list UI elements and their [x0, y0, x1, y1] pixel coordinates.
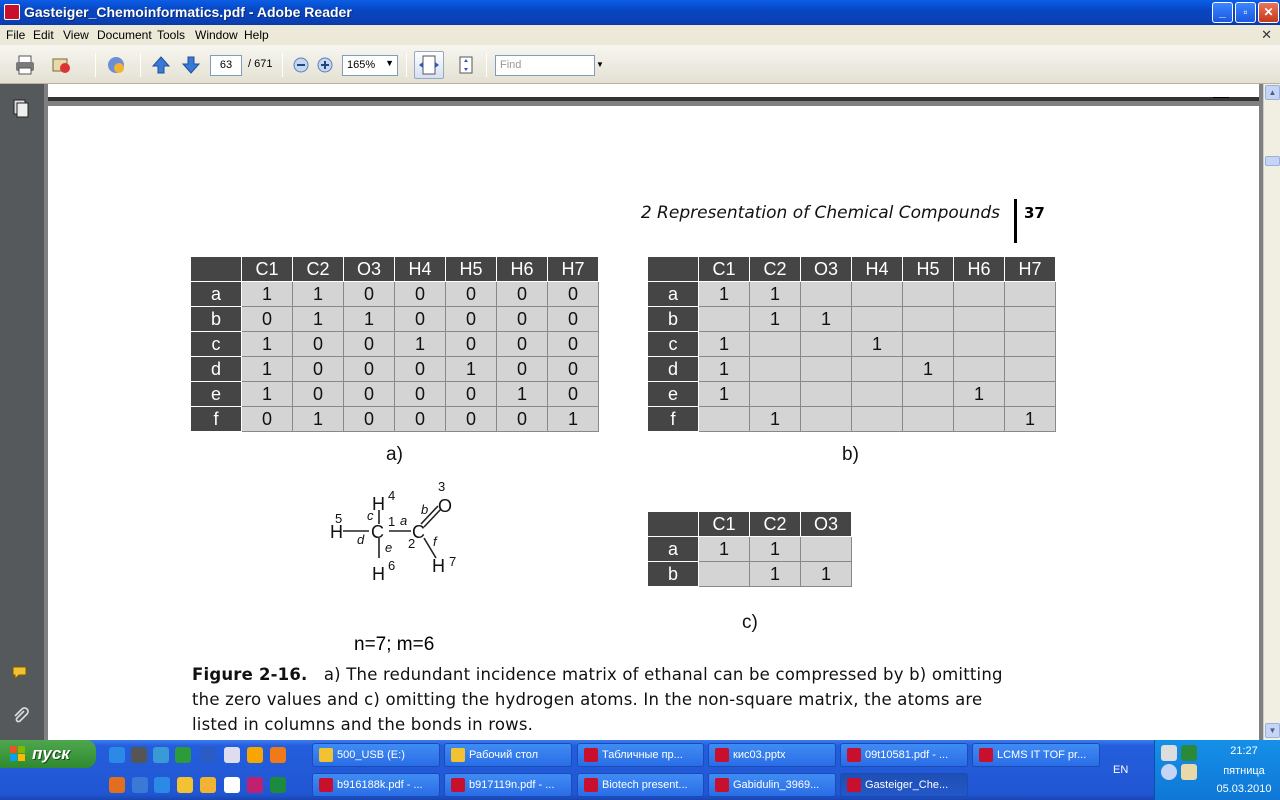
taskbar: [0, 740, 1280, 800]
scroll-thumb[interactable]: [1265, 156, 1280, 166]
matrix-cell: 1: [699, 537, 750, 562]
quicklaunch-icon[interactable]: [153, 747, 169, 763]
matrix-cell: 1: [242, 282, 293, 307]
taskbar-button[interactable]: [972, 743, 1100, 767]
matrix-cell: 0: [395, 407, 446, 432]
start-button[interactable]: [0, 740, 96, 768]
column-header: C1: [699, 257, 750, 282]
show-desktop-icon[interactable]: [131, 747, 147, 763]
matrix-cell: [903, 382, 954, 407]
matrix-cell: 1: [954, 382, 1005, 407]
label-4: 4: [388, 488, 396, 503]
row-header: e: [191, 382, 242, 407]
matrix-cell: 0: [242, 307, 293, 332]
row-header: c: [648, 332, 699, 357]
column-header: O3: [344, 257, 395, 282]
atom-c2: C: [412, 522, 425, 542]
column-header: H7: [1005, 257, 1056, 282]
minimize-button[interactable]: _: [1212, 2, 1233, 23]
maximize-button[interactable]: ▫: [1235, 2, 1256, 23]
matrix-cell: 1: [548, 407, 599, 432]
matrix-cell: [954, 332, 1005, 357]
pdf-page: [48, 106, 1259, 746]
matrix-cell: 0: [344, 382, 395, 407]
bond-b: b: [421, 502, 429, 517]
column-header: H7: [548, 257, 599, 282]
taskbar-button[interactable]: [708, 773, 836, 797]
bond-d: d: [357, 532, 365, 547]
matrix-cell: [801, 382, 852, 407]
matrix-cell: 1: [750, 562, 801, 587]
collaborate-icon[interactable]: [105, 54, 127, 76]
previous-page-edge: [48, 84, 1259, 101]
matrix-c: [647, 511, 852, 587]
taskbar-button[interactable]: [577, 773, 704, 797]
matrix-cell: [801, 282, 852, 307]
matrix-cell: [699, 562, 750, 587]
row-header: f: [648, 407, 699, 432]
quicklaunch-icon[interactable]: [224, 747, 240, 763]
column-header: C1: [242, 257, 293, 282]
matrix-corner: [648, 257, 699, 282]
bond-f: f: [433, 534, 437, 549]
matrix-cell: [801, 537, 852, 562]
atom-o3: O: [438, 496, 453, 516]
close-document-icon[interactable]: ✕: [1261, 27, 1272, 42]
ethanal-structure: [330, 479, 482, 602]
matrix-cell: 0: [293, 382, 344, 407]
matrix-cell: 0: [497, 332, 548, 357]
matrix-cell: [852, 357, 903, 382]
document-area[interactable]: [44, 84, 1263, 740]
matrix-cell: [1005, 307, 1056, 332]
matrix-cell: [954, 407, 1005, 432]
matrix-cell: 0: [395, 307, 446, 332]
scroll-down-button[interactable]: ▼: [1265, 723, 1280, 738]
adobe-reader-icon: [4, 4, 20, 20]
taskbar-button[interactable]: [840, 773, 968, 797]
matrix-row: [191, 357, 599, 382]
row-header: a: [648, 537, 699, 562]
media-icon[interactable]: [247, 747, 263, 763]
taskbar-button[interactable]: [577, 743, 704, 767]
quicklaunch-icon[interactable]: [175, 747, 191, 763]
menu-file[interactable]: File: [6, 28, 26, 42]
menu-view[interactable]: View: [63, 28, 89, 42]
matrix-cell: 1: [801, 562, 852, 587]
taskbar-button-label: b916188k.pdf - ...: [337, 779, 423, 791]
app-icon: [319, 778, 333, 792]
language-indicator[interactable]: EN: [1113, 764, 1129, 776]
matrix-cell: 1: [293, 307, 344, 332]
matrix-row: [648, 357, 1056, 382]
matrix-cell: 1: [699, 282, 750, 307]
matrix-cell: [1005, 382, 1056, 407]
matrix-row: [648, 307, 1056, 332]
matrix-cell: 0: [293, 357, 344, 382]
taskbar-button-label: Gabidulin_3969...: [733, 779, 820, 791]
find-input[interactable]: [495, 55, 595, 76]
matrix-row: [191, 332, 599, 357]
atom-h4: H: [372, 494, 385, 514]
column-header: H6: [497, 257, 548, 282]
menu-help[interactable]: Help: [244, 28, 269, 42]
window-title: Gasteiger_Chemoinformatics.pdf - Adobe Reader: [24, 4, 352, 20]
matrix-cell: 0: [344, 407, 395, 432]
pages-icon[interactable]: [11, 98, 31, 118]
matrix-corner: [191, 257, 242, 282]
column-header: O3: [801, 257, 852, 282]
comments-icon[interactable]: [11, 664, 31, 684]
menu-edit[interactable]: Edit: [33, 28, 54, 42]
scroll-up-button[interactable]: ▲: [1265, 85, 1280, 100]
taskbar-button-label: Рабочий стол: [469, 749, 539, 761]
app-icon: [979, 748, 993, 762]
app-icon: [715, 748, 729, 762]
taskbar-button[interactable]: [444, 743, 572, 767]
matrix-cell: [699, 307, 750, 332]
row-header: a: [191, 282, 242, 307]
close-button[interactable]: ✕: [1258, 2, 1279, 23]
matrix-cell: [903, 332, 954, 357]
taskbar-button-label: Gasteiger_Che...: [865, 779, 949, 791]
matrix-cell: 0: [293, 332, 344, 357]
matrix-a: [190, 256, 599, 432]
matrix-cell: 1: [903, 357, 954, 382]
matrix-cell: 1: [293, 407, 344, 432]
taskbar-button[interactable]: [840, 743, 968, 767]
taskbar-button[interactable]: [312, 773, 440, 797]
chevron-down-icon: ▼: [385, 58, 394, 68]
quicklaunch-icon[interactable]: [270, 747, 286, 763]
matrix-cell: 1: [497, 382, 548, 407]
menu-document[interactable]: Document: [97, 28, 152, 42]
matrix-row: [191, 282, 599, 307]
ie-icon[interactable]: [109, 747, 125, 763]
matrix-cell: 1: [699, 382, 750, 407]
matrix-corner: [648, 512, 699, 537]
excel-icon[interactable]: [270, 777, 286, 793]
taskbar-button[interactable]: [444, 773, 572, 797]
matrix-cell: 0: [548, 357, 599, 382]
matrix-cell: [852, 382, 903, 407]
matrix-cell: 0: [344, 282, 395, 307]
matrix-row: [648, 537, 852, 562]
zoom-in-icon[interactable]: [314, 54, 336, 76]
row-header: f: [191, 407, 242, 432]
matrix-cell: [1005, 332, 1056, 357]
column-header: C2: [750, 512, 801, 537]
matrix-cell: 1: [242, 357, 293, 382]
matrix-cell: 1: [344, 307, 395, 332]
vertical-scrollbar[interactable]: [1263, 84, 1280, 740]
matrix-b: [647, 256, 1056, 432]
app-icon: [319, 748, 333, 762]
matrix-cell: 0: [395, 282, 446, 307]
app-icon: [451, 748, 465, 762]
matrix-cell: 0: [446, 307, 497, 332]
matrix-row: [191, 407, 599, 432]
app-icon: [584, 748, 598, 762]
app-icon: [451, 778, 465, 792]
fit-page-icon[interactable]: [455, 54, 477, 76]
matrix-cell: [801, 357, 852, 382]
figure-caption: [192, 662, 1012, 737]
attachments-icon[interactable]: [11, 706, 31, 726]
label-5: 5: [335, 511, 343, 526]
matrix-cell: [903, 307, 954, 332]
column-header: H4: [395, 257, 446, 282]
taskbar-button-label: LCMS IT TOF pr...: [997, 749, 1087, 761]
find-placeholder: Find: [500, 59, 522, 71]
zoom-value: 165%: [347, 59, 376, 71]
folder-icon[interactable]: [177, 777, 193, 793]
page-number-input[interactable]: 63: [210, 55, 242, 76]
row-header: b: [191, 307, 242, 332]
matrix-cell: 0: [446, 407, 497, 432]
taskbar-button-label: Biotech present...: [602, 779, 688, 791]
tray-icon[interactable]: [1181, 745, 1197, 761]
column-header: O3: [801, 512, 852, 537]
fit-width-button[interactable]: [414, 51, 444, 79]
figure-label: Figure 2-16.: [192, 665, 308, 684]
matrix-row: [648, 562, 852, 587]
row-header: e: [648, 382, 699, 407]
atom-c1: C: [371, 522, 384, 542]
quicklaunch-icon[interactable]: [132, 777, 148, 793]
matrix-cell: 0: [344, 332, 395, 357]
matrix-cell: [954, 357, 1005, 382]
header-rule: [1014, 199, 1017, 243]
matrix-cell: 0: [344, 357, 395, 382]
matrix-cell: 1: [801, 307, 852, 332]
app-icon: [847, 778, 861, 792]
matrix-cell: 1: [750, 307, 801, 332]
app-icon: [584, 778, 598, 792]
bond-e: e: [385, 540, 393, 555]
quicklaunch-icon[interactable]: [200, 777, 216, 793]
print-icon[interactable]: [14, 54, 36, 76]
firefox-icon[interactable]: [109, 777, 125, 793]
matrix-cell: [750, 357, 801, 382]
matrix-row: [191, 307, 599, 332]
label-1: 1: [388, 514, 396, 529]
atom-h6: H: [372, 564, 385, 584]
taskbar-button[interactable]: [708, 743, 836, 767]
network-icon[interactable]: [1181, 764, 1197, 780]
matrix-cell: [954, 307, 1005, 332]
matrix-cell: 1: [750, 282, 801, 307]
page-total: / 671: [248, 58, 273, 70]
system-tray: [1154, 740, 1280, 800]
matrix-cell: 1: [1005, 407, 1056, 432]
matrix-cell: 1: [750, 537, 801, 562]
quicklaunch-icon[interactable]: [247, 777, 263, 793]
matrix-cell: 0: [446, 282, 497, 307]
column-header: H6: [954, 257, 1005, 282]
matrix-row: [648, 282, 1056, 307]
column-header: H5: [446, 257, 497, 282]
matrix-cell: 1: [395, 332, 446, 357]
matrix-cell: [750, 332, 801, 357]
matrix-cell: 1: [293, 282, 344, 307]
matrix-cell: 0: [395, 382, 446, 407]
bond-c: c: [367, 508, 374, 523]
matrix-cell: [852, 407, 903, 432]
caption-c: c): [742, 612, 758, 633]
column-header: C2: [293, 257, 344, 282]
figure-caption-text: a) The redundant incidence matrix of ethanal can be compressed by b) omitting the zero values and c) omitting the hydrogen atoms. In the non-square matrix, the atoms are listed in columns and the bonds in rows.: [192, 665, 1003, 734]
previous-page-icon[interactable]: [150, 54, 172, 76]
row-header: d: [648, 357, 699, 382]
matrix-cell: 0: [548, 332, 599, 357]
label-3: 3: [438, 479, 446, 494]
caption-a: a): [386, 444, 403, 465]
matrix-cell: 0: [548, 382, 599, 407]
menu-tools[interactable]: Tools: [157, 28, 186, 42]
taskbar-button-label: кис03.pptx: [733, 749, 786, 761]
row-header: c: [191, 332, 242, 357]
matrix-cell: [801, 332, 852, 357]
taskbar-button[interactable]: [312, 743, 440, 767]
matrix-cell: 1: [446, 357, 497, 382]
matrix-cell: [903, 407, 954, 432]
clock-time[interactable]: 21:27: [1230, 745, 1258, 757]
column-header: C2: [750, 257, 801, 282]
matrix-cell: [801, 407, 852, 432]
clock-date: 05.03.2010: [1216, 783, 1272, 795]
tray-expand-icon[interactable]: [1161, 764, 1177, 780]
toolbar: [0, 45, 1280, 84]
label-2: 2: [408, 536, 416, 551]
column-header: H4: [852, 257, 903, 282]
matrix-cell: [1005, 282, 1056, 307]
windows-logo-icon: [10, 746, 26, 762]
zoom-out-icon[interactable]: [290, 54, 312, 76]
matrix-cell: [852, 282, 903, 307]
app-icon: [847, 748, 861, 762]
matrix-cell: 0: [497, 282, 548, 307]
atom-h7: H: [432, 556, 445, 576]
matrix-cell: [699, 407, 750, 432]
matrix-cell: 0: [446, 382, 497, 407]
page-number: 37: [1024, 204, 1045, 222]
quicklaunch-icon[interactable]: [154, 777, 170, 793]
row-header: b: [648, 562, 699, 587]
matrix-cell: [750, 382, 801, 407]
column-header: C1: [699, 512, 750, 537]
matrix-cell: [954, 282, 1005, 307]
matrix-cell: 0: [497, 307, 548, 332]
menu-window[interactable]: Window: [195, 28, 238, 42]
row-header: a: [648, 282, 699, 307]
matrix-cell: 1: [699, 332, 750, 357]
taskbar-button-label: Табличные пр...: [602, 749, 683, 761]
taskbar-button-label: 09t10581.pdf - ...: [865, 749, 949, 761]
matrix-cell: 1: [750, 407, 801, 432]
email-icon[interactable]: [50, 54, 72, 76]
n-m-text: n=7; m=6: [354, 634, 435, 655]
matrix-cell: 0: [548, 282, 599, 307]
zoom-select[interactable]: [342, 55, 398, 76]
matrix-cell: 0: [497, 407, 548, 432]
row-header: b: [648, 307, 699, 332]
matrix-cell: [903, 282, 954, 307]
start-label: пуск: [32, 744, 70, 763]
matrix-cell: [852, 307, 903, 332]
column-header: H5: [903, 257, 954, 282]
matrix-cell: 0: [497, 357, 548, 382]
title-bar[interactable]: [0, 0, 1280, 25]
taskbar-button-label: 500_USB (E:): [337, 749, 405, 761]
bond-a: a: [400, 513, 408, 528]
matrix-cell: 0: [446, 332, 497, 357]
matrix-cell: 1: [852, 332, 903, 357]
caption-b: b): [842, 444, 859, 465]
app-icon: [715, 778, 729, 792]
matrix-cell: 1: [242, 382, 293, 407]
fit-width-icon: [415, 52, 443, 78]
running-header: 2 Representation of Chemical Compounds: [640, 203, 1000, 223]
matrix-cell: 0: [242, 407, 293, 432]
find-options-icon[interactable]: ▼: [596, 60, 604, 69]
quicklaunch-icon[interactable]: [224, 777, 240, 793]
matrix-row: [648, 382, 1056, 407]
word-icon[interactable]: [200, 747, 216, 763]
matrix-row: [648, 332, 1056, 357]
label-6: 6: [388, 558, 396, 573]
menu-bar: [0, 25, 1280, 45]
matrix-cell: 1: [699, 357, 750, 382]
matrix-cell: 0: [548, 307, 599, 332]
row-header: d: [191, 357, 242, 382]
matrix-cell: [1005, 357, 1056, 382]
matrix-cell: 1: [242, 332, 293, 357]
navigation-panel: [0, 84, 44, 740]
label-7: 7: [449, 554, 457, 569]
clock-weekday: пятница: [1223, 765, 1265, 777]
matrix-cell: 0: [395, 357, 446, 382]
taskbar-button-label: b917119n.pdf - ...: [469, 779, 555, 791]
tray-icon[interactable]: [1161, 745, 1177, 761]
atom-h5: H: [330, 522, 343, 542]
matrix-row: [648, 407, 1056, 432]
matrix-row: [191, 382, 599, 407]
next-page-icon[interactable]: [180, 54, 202, 76]
